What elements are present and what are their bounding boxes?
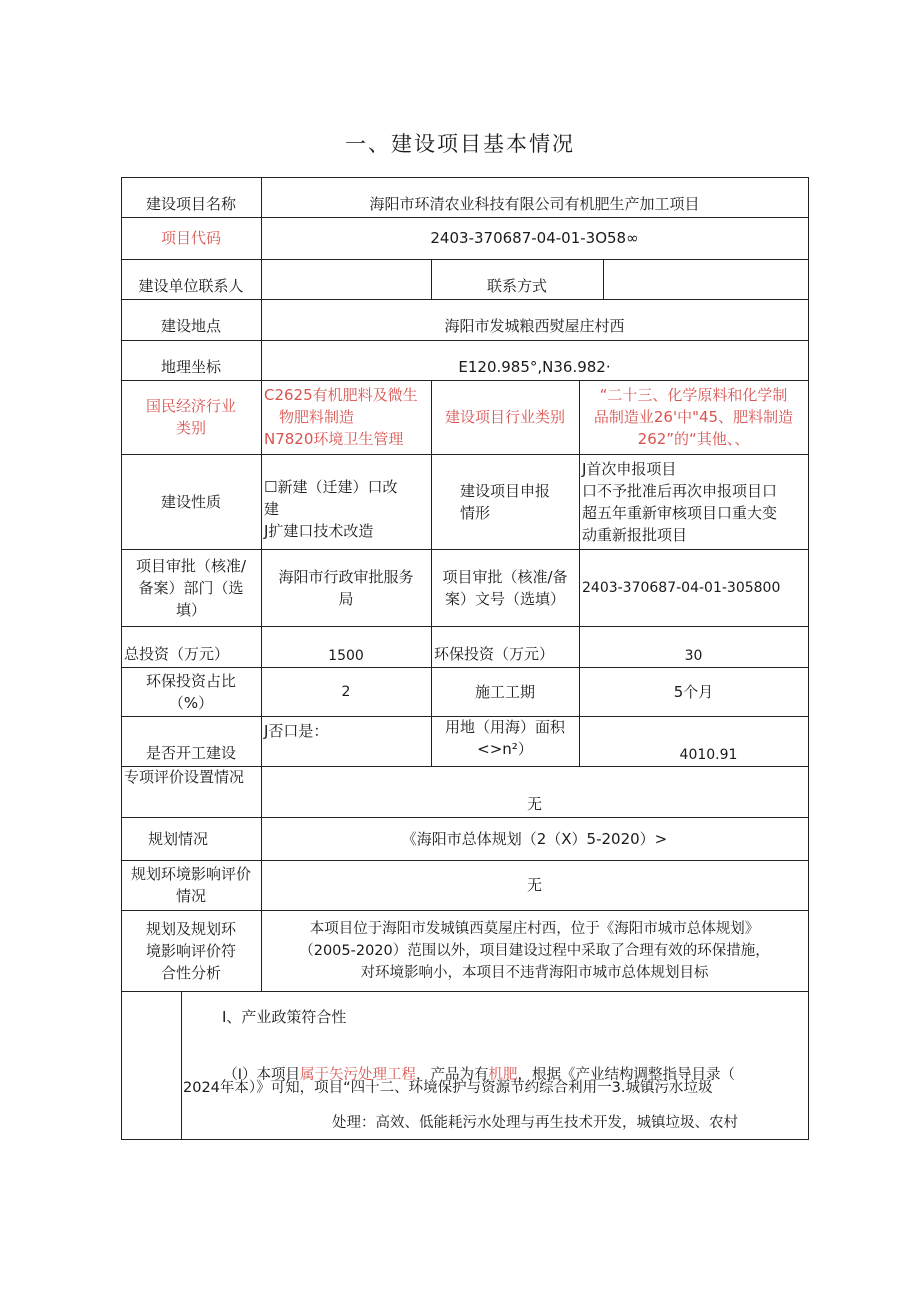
special-eval-value: 无: [526, 794, 542, 813]
total-investment-label: 总投资（万元）: [124, 644, 230, 663]
row-divider: [121, 626, 809, 627]
text-line: 情况: [175, 887, 206, 905]
project-code-value: 2403-370687-04-01-3O58∞: [430, 229, 639, 247]
text-line: N7820环境卫生管理: [264, 430, 404, 448]
started-label: 是否开工建设: [145, 744, 236, 762]
text-span: ，产品为有: [416, 1067, 489, 1083]
declare-situation-value: [579, 454, 808, 549]
contact-label: 建设单位联系人: [138, 276, 244, 295]
coordinates-value: E120.985°,N36.982·: [458, 358, 611, 376]
nature-label: 建设性质: [160, 492, 221, 511]
text-span: ，根据《产业结构调整指导目录（: [517, 1067, 735, 1083]
text-line: 用地（用海）面积: [444, 718, 565, 736]
text-line: <>n²）: [477, 740, 533, 758]
industry-value: [261, 380, 431, 454]
text-line: 局: [338, 589, 354, 608]
page-title: 一、建设项目基本情况: [345, 132, 575, 156]
text-line: C2625有机肥料及微生: [264, 386, 418, 404]
construction-period-value: 5个月: [673, 682, 714, 701]
col-divider: [181, 991, 182, 1140]
policy-paragraph-line2: 2024年本）》可知，项目“四十二、环境保护与资源节约综合利用一3.城镇污水垃圾: [183, 1080, 713, 1096]
text-span-highlight: 机肥: [488, 1067, 518, 1083]
declare-situation-label: [431, 454, 579, 549]
text-line: 建设项目申报: [459, 481, 550, 500]
text-line: 品制造业26'中"45、肥料制造: [593, 408, 794, 426]
policy-paragraph-line3: 处理：高效、低能耗污水处理与再生技术开发，城镇垃圾、农村: [332, 1115, 738, 1131]
text-line: 建: [264, 499, 280, 518]
row-divider: [121, 340, 809, 341]
text-line: 海阳市行政审批服务: [278, 567, 414, 586]
text-line: 国民经济行业: [145, 397, 236, 415]
text-line: 对环境影响小，本项目不违背海阳市城市总体规划目标: [360, 964, 709, 981]
project-industry-label: 建设项目行业类别: [444, 408, 565, 426]
text-line: 项目审批（核准/: [135, 556, 247, 575]
text-line: （2005-2020）范围以外，项目建设过程中采取了合理有效的环保措施，: [299, 942, 770, 959]
text-line: 规划及规划环: [145, 919, 236, 938]
planning-conformity-label: [121, 910, 261, 991]
coordinates-label: 地理坐标: [160, 358, 221, 376]
industry-label: [121, 380, 261, 454]
planning-eia-label: [121, 860, 261, 910]
planning-label: 规划情况: [147, 829, 208, 848]
text-line: 填）: [175, 600, 206, 619]
text-line: 境影响评价符: [145, 941, 236, 960]
row-divider: [121, 259, 809, 260]
land-area-value: 4010.91: [679, 747, 738, 763]
text-line: J首次申报项目: [582, 459, 677, 478]
started-value: J否口是：: [264, 722, 329, 740]
table-border-top: [121, 177, 809, 178]
table-border-bottom: [121, 1139, 809, 1140]
policy-heading: I、产业政策符合性: [222, 1008, 347, 1026]
contact-method-label: 联系方式: [486, 276, 547, 295]
text-line: 项目审批（核准/备: [442, 567, 568, 586]
project-code-label: 项目代码: [160, 229, 221, 247]
text-span: （I）本项目: [223, 1067, 300, 1083]
approval-number-value: 2403-370687-04-01-305800: [582, 579, 781, 596]
env-investment-value: 30: [684, 647, 703, 664]
text-line: （%）: [168, 693, 214, 712]
text-line: “二十三、化学原料和化学制: [599, 386, 788, 404]
text-line: J扩建口技术改造: [264, 521, 374, 540]
location-label: 建设地点: [160, 317, 221, 335]
text-line: 环保投资占比: [145, 671, 236, 690]
project-name-label: 建设项目名称: [145, 194, 236, 213]
planning-eia-value: 无: [526, 876, 542, 894]
nature-value: [261, 468, 431, 549]
planning-conformity-value: [261, 910, 808, 991]
text-line: 超五年重新审核项目口重大变: [582, 503, 778, 522]
contact-value: [261, 272, 431, 299]
text-line: 动重新报批项目: [582, 525, 688, 544]
text-line: 案）文号（选填）: [444, 589, 565, 608]
env-investment-label: 环保投资（万元）: [434, 644, 555, 663]
location-value: 海阳市发城粮西熨屋庄村西: [444, 317, 625, 335]
text-line: 口不予批准后再次申报项目口: [582, 481, 778, 500]
text-span-highlight: 属于矢污处理工程: [300, 1067, 416, 1083]
land-area-label: [431, 716, 579, 760]
row-divider: [121, 991, 809, 992]
total-investment-value: 1500: [328, 647, 364, 664]
contact-method-value: [603, 272, 808, 299]
text-line: 262”的“其他、、: [637, 430, 750, 448]
planning-value: 《海阳市总体规划（2（X）5-2020）>: [401, 829, 668, 848]
construction-period-label: 施工工期: [474, 682, 535, 701]
approval-dept-value: [261, 549, 431, 626]
text-line: 备案）部门（选: [138, 578, 244, 597]
approval-number-label: [431, 549, 579, 626]
special-eval-label: 专项评价设置情况: [124, 768, 245, 786]
approval-dept-label: [121, 549, 261, 626]
text-line: 本项目位于海阳市发城镇西莫屋庄村西，位于《海阳市城市总体规划》: [309, 920, 760, 937]
text-line: 情形: [459, 503, 490, 522]
env-ratio-label: [121, 667, 261, 716]
env-ratio-value: 2: [341, 683, 351, 700]
row-divider: [121, 299, 809, 300]
text-line: 合性分析: [160, 963, 221, 982]
text-line: 规划环境影响评价: [130, 865, 251, 883]
project-industry-value: [579, 380, 808, 454]
table-border-right: [808, 177, 809, 1140]
text-line: 类别: [175, 419, 206, 437]
text-line: 物肥料制造: [279, 408, 355, 426]
project-name-value: 海阳市环清农业科技有限公司有机肥生产加工项目: [369, 194, 700, 213]
text-line: ☐新建（迁建）口改: [264, 477, 398, 496]
